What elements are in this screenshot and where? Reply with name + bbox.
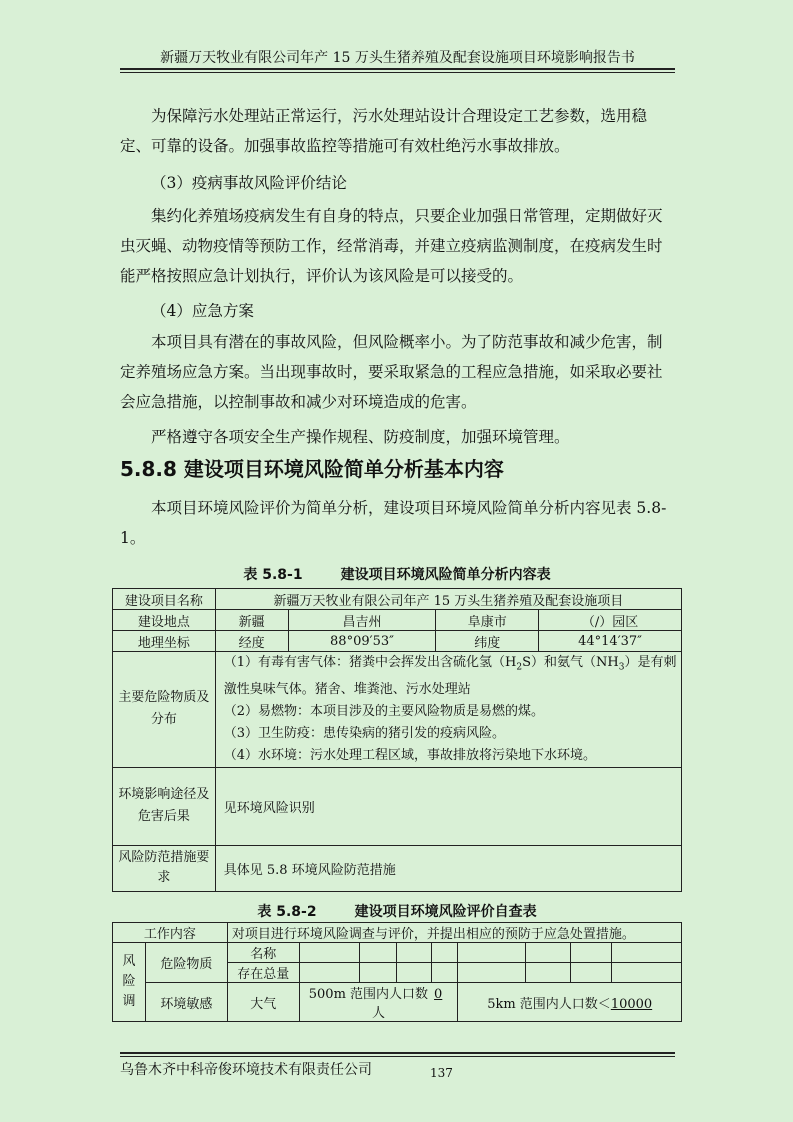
header-rule-thin bbox=[120, 72, 675, 73]
t2-r3-c1: 大气 bbox=[227, 983, 299, 1022]
t1-r2-c3: 阜康市 bbox=[436, 610, 539, 631]
page-header: 新疆万天牧业有限公司年产 15 万头生猪养殖及配套设施项目环境影响报告书 bbox=[160, 50, 635, 66]
paragraph-5: 本项目具有潜在的事故风险，但风险概率小。为了防范事故和减少危害，制定养殖场应急方案。当出现事故时，要采取紧急的工程应急措施，如采取必要社会应急措施，以控制事故和减少对环境造成的危害。 bbox=[120, 333, 663, 411]
t1-r4-line1: （1）有毒有害气体：猪粪中会挥发出含硫化氢$(H_2S)$和氨气$(NH_3)$是有刺激性臭味气体。猪舍、堆粪池、污水处理站 bbox=[223, 655, 677, 697]
t2-r1-label: 工作内容 bbox=[113, 923, 228, 943]
t1-r1-label: 建设项目名称 bbox=[113, 589, 216, 610]
t1-r3-c3: 纬度 bbox=[436, 631, 539, 652]
table1-caption bbox=[112, 564, 682, 584]
table2-caption bbox=[112, 901, 682, 921]
risk-analysis-table bbox=[112, 588, 682, 892]
t1-r2-label: 建设地点 bbox=[113, 610, 216, 631]
footer-company: 乌鲁木齐中科帝俊环境技术有限责任公司 bbox=[120, 1062, 372, 1078]
paragraph-1: 为保障污水处理站正常运行，污水处理站设计合理设定工艺参数，选用稳定、可靠的设备。加强事故监控等措施可有效杜绝污水事故排放。 bbox=[120, 107, 648, 155]
t1-r5-label: 环境影响途径及危害后果 bbox=[113, 767, 216, 845]
t2-r2-label: 危险物质 bbox=[145, 943, 227, 983]
t1-r5-value: 见环境风险识别 bbox=[215, 767, 681, 845]
t1-r2-c1: 新疆 bbox=[215, 610, 288, 631]
t2-r3-label: 环境敏感 bbox=[145, 983, 227, 1022]
t1-r2-c4: （/）园区 bbox=[539, 610, 682, 631]
paragraph-2: （3）疫病事故风险评价结论 bbox=[151, 174, 347, 192]
footer-rule bbox=[120, 1052, 675, 1054]
t2-r1-value: 对项目进行环境风险调查与评价，并提出相应的预防于应急处置措施。 bbox=[227, 923, 681, 943]
t1-r4-value bbox=[215, 652, 681, 768]
t1-r6-label: 风险防范措施要求 bbox=[113, 845, 216, 891]
t1-r3-c2: 88°09′53″ bbox=[288, 631, 436, 652]
table2-caption-title: 建设项目环境风险评价自查表 bbox=[354, 904, 537, 920]
paragraph-4: （4）应急方案 bbox=[151, 302, 254, 320]
table1-caption-title: 建设项目环境风险简单分析内容表 bbox=[340, 567, 551, 583]
t1-r6-value: 具体见 5.8 环境风险防范措施 bbox=[215, 845, 681, 891]
paragraph-3: 集约化养殖场疫病发生有自身的特点，只要企业加强日常管理，定期做好灭虫灭蝇、动物疫情等预防工作，经常消毒，并建立疫病监测制度，在疫病发生时能严格按照应急计划执行，评价认为该风险是可以接受的。 bbox=[120, 207, 663, 285]
table1-caption-no: 表 5.8-1 bbox=[243, 567, 303, 583]
t2-side-label: 风险调 bbox=[113, 943, 146, 1022]
page-number: 137 bbox=[430, 1066, 453, 1080]
t1-r2-c2: 昌吉州 bbox=[288, 610, 436, 631]
paragraph-7: 本项目环境风险评价为简单分析，建设项目环境风险简单分析内容见表 5.8-1。 bbox=[120, 499, 667, 547]
t1-r3-label: 地理坐标 bbox=[113, 631, 216, 652]
t1-r3-c1: 经度 bbox=[215, 631, 288, 652]
table2-caption-no: 表 5.8-2 bbox=[257, 904, 317, 920]
t1-r3-c4: 44°14′37″ bbox=[539, 631, 682, 652]
t2-r3-c3: 5km 范围内人口数＜10000 bbox=[458, 983, 682, 1022]
t2-r3-c2: 500m 范围内人口数 0人 bbox=[299, 983, 458, 1022]
t1-r4-label: 主要危险物质及分布 bbox=[113, 652, 216, 768]
t1-r4-line2: （2）易燃物：本项目涉及的主要风险物质是易燃的煤。 bbox=[223, 703, 545, 719]
footer-rule-thin bbox=[120, 1056, 675, 1057]
t2-r2-sub1: 名称 bbox=[227, 943, 299, 963]
t2-r2-sub2: 存在总量 bbox=[227, 963, 299, 983]
risk-selfcheck-table bbox=[112, 922, 682, 1022]
paragraph-6: 严格遵守各项安全生产操作规程、防疫制度，加强环境管理。 bbox=[151, 428, 570, 446]
t1-r4-line4: （4）水环境：污水处理工程区域，事故排放将污染地下水环境。 bbox=[223, 747, 597, 763]
t1-r4-line3: （3）卫生防疫：患传染病的猪引发的疫病风险。 bbox=[223, 725, 506, 741]
header-rule bbox=[120, 68, 675, 70]
section-heading: 5.8.8 建设项目环境风险简单分析基本内容 bbox=[120, 457, 504, 481]
t1-r1-value: 新疆万天牧业有限公司年产 15 万头生猪养殖及配套设施项目 bbox=[215, 589, 681, 610]
